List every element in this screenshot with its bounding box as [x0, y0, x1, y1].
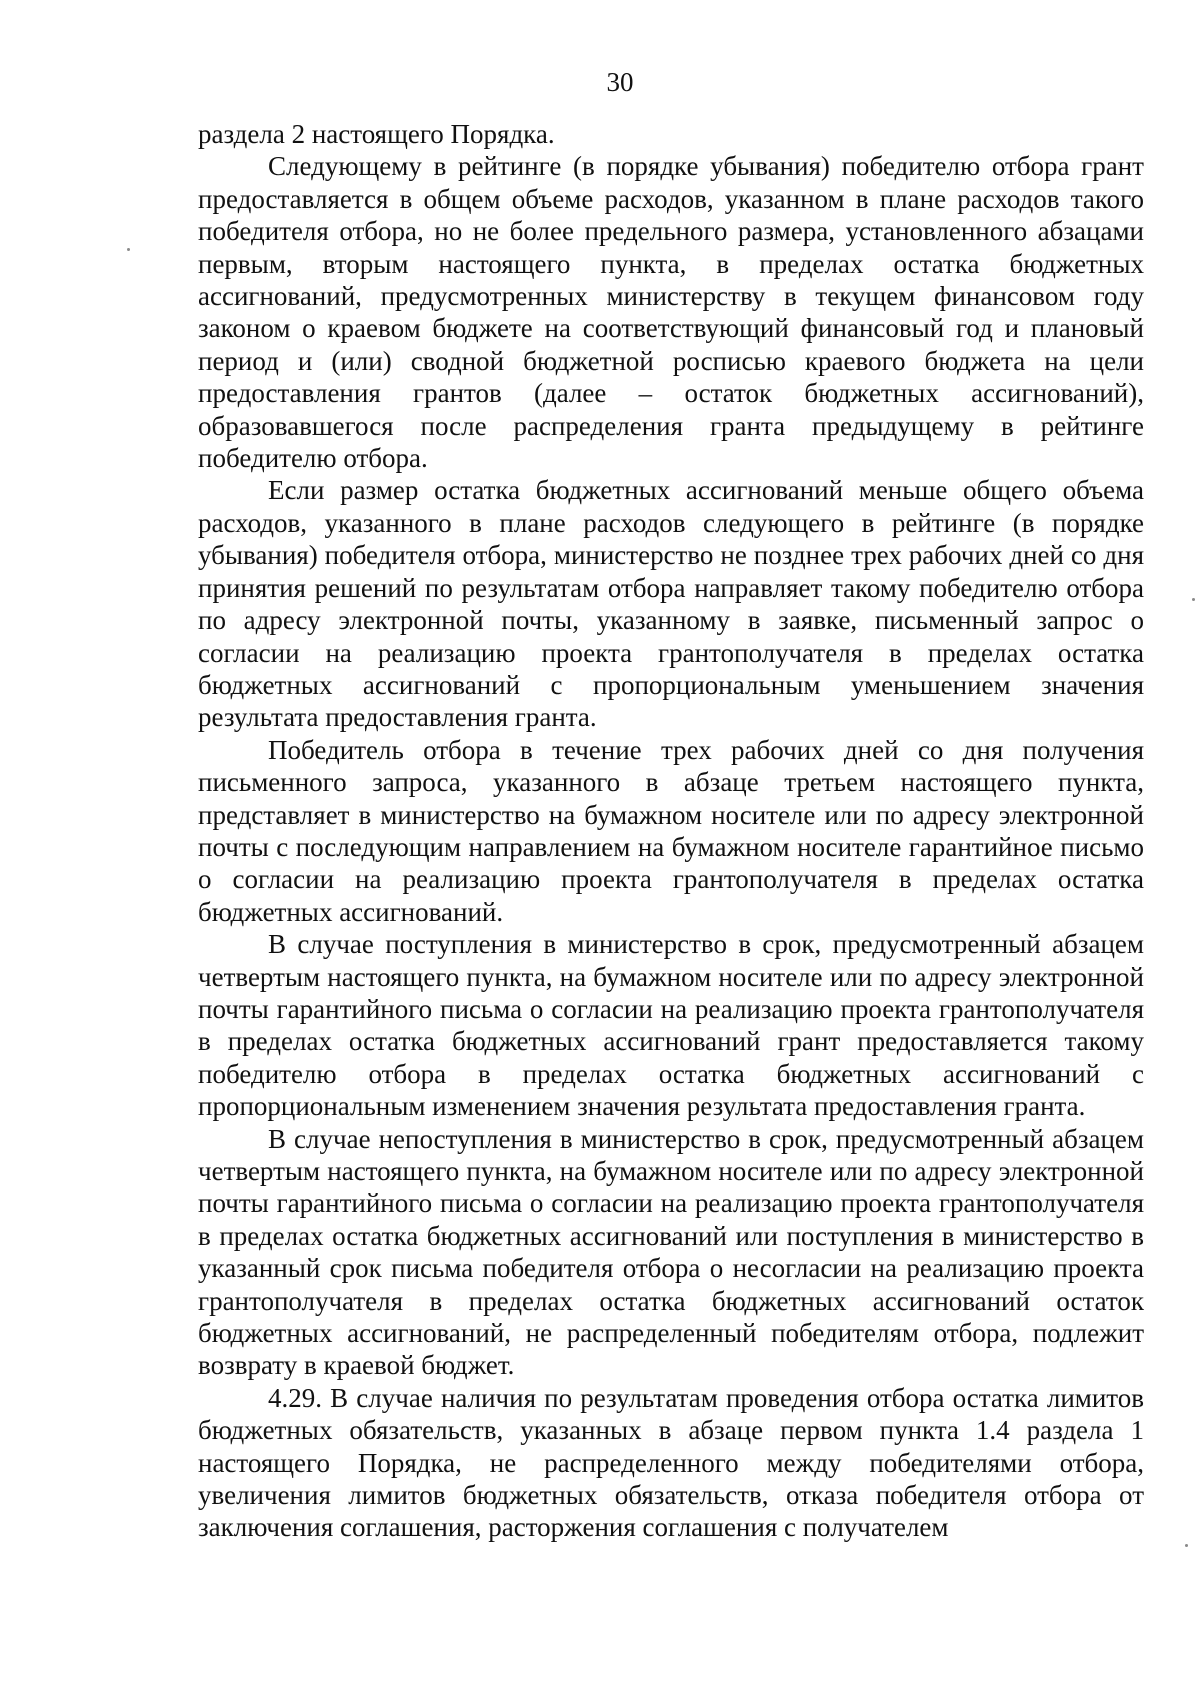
- paragraph-section-4-29: 4.29. В случае наличия по результатам проведения отбора остатка лимитов бюджетных обязательств, указанных в абзаце первом пункта 1.4 раздела 1 настоящего Порядка, не распределенного между победителями отбора, увеличения лимитов бюджетных обязательств, отказа победителя отбора от заключения соглашения, расторжения соглашения с получателем: [198, 1382, 1144, 1543]
- page-number: 30: [606, 67, 634, 97]
- paragraph: В случае поступления в министерство в срок, предусмотренный абзацем четвертым настоящего пункта, на бумажном носителе или по адресу электронной почты гарантийного письма о согласии на реализацию проекта грантополучателя в пределах остатка бюджетных ассигнований грант предоставляется такому победителю отбора в пределах остатка бюджетных ассигнований с пропорциональным изменением значения результата предоставления гранта.: [198, 929, 1144, 1122]
- scan-speck: [1192, 598, 1195, 601]
- paragraph: Победитель отбора в течение трех рабочих дней со дня получения письменного запроса, указанного в абзаце третьем настоящего пункта, представляет в министерство на бумажном носителе или по адресу электронной почты с последующим направлением на бумажном носителе гарантийное письмо о согласии на реализацию проекта грантополучателя в пределах остатка бюджетных ассигнований.: [198, 734, 1144, 927]
- paragraph: Следующему в рейтинге (в порядке убывания) победителю отбора грант предоставляется в общем объеме расходов, указанном в плане расходов такого победителя отбора, но не более предельного размера, установленного абзацами первым, вторым настоящего пункта, в пределах остатка бюджетных ассигнований, предусмотренных министерству в текущем финансовом году законом о краевом бюджете на соответствующий финансовый год и плановый период и (или) сводной бюджетной росписью краевого бюджета на цели предоставления грантов (далее – остаток бюджетных ассигнований), образовавшегося после распределения гранта предыдущему в рейтинге победителю отбора.: [198, 151, 1144, 474]
- paragraph: Если размер остатка бюджетных ассигнований меньше общего объема расходов, указанного в плане расходов следующего в рейтинге (в порядке убывания) победителя отбора, министерство не позднее трех рабочих дней со дня принятия решений по результатам отбора направляет такому победителю отбора по адресу электронной почты, указанному в заявке, письменный запрос о согласии на реализацию проекта грантополучателя в пределах остатка бюджетных ассигнований с пропорциональным уменьшением значения результата предоставления гранта.: [198, 475, 1144, 733]
- scan-speck: [127, 248, 130, 251]
- paragraph: В случае непоступления в министерство в срок, предусмотренный абзацем четвертым настоящего пункта, на бумажном носителе или по адресу электронной почты гарантийного письма о согласии на реализацию проекта грантополучателя в пределах остатка бюджетных ассигнований или поступления в министерство в указанный срок письма победителя отбора о несогласии на реализацию проекта грантополучателя в пределах остатка бюджетных ассигнований остаток бюджетных ассигнований, не распределенный победителям отбора, подлежит возврату в краевой бюджет.: [198, 1123, 1144, 1381]
- paragraph-continuation: раздела 2 настоящего Порядка.: [198, 119, 555, 149]
- scan-speck: [1185, 1544, 1188, 1547]
- document-body: [198, 118, 1144, 1544]
